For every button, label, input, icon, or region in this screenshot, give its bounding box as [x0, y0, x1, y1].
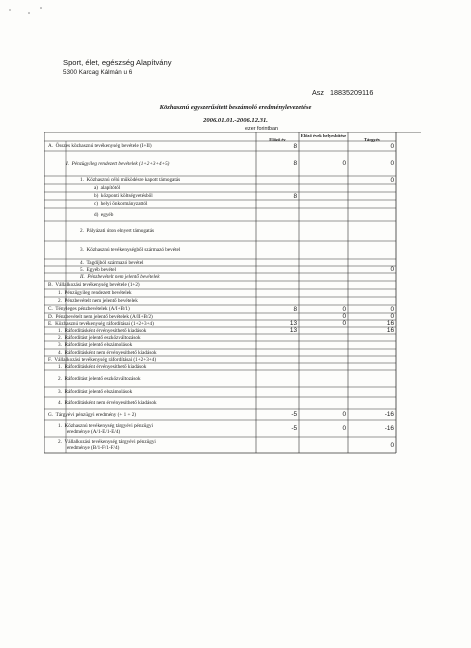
row-label: [80, 228, 154, 234]
row-code: d): [94, 211, 101, 218]
row-code: 1.: [58, 422, 65, 429]
row-label: [48, 412, 136, 418]
row-label-text: Tényleges pénzbevételek (A/I+B/1): [55, 306, 130, 312]
row-code: A.: [48, 143, 56, 149]
row-label: [48, 282, 140, 288]
tax-id: Asz 18835209116: [312, 88, 374, 97]
row-label: [48, 314, 153, 320]
scan-speck: [40, 7, 42, 9]
row-code: I.: [66, 160, 72, 167]
value-current-year: 0: [390, 160, 394, 167]
value-current-year: -16: [384, 411, 394, 418]
organization-name: Sport, élet, egészség Alapítvány: [63, 58, 172, 67]
row-code: 5.: [80, 266, 87, 273]
row-label-text: Közhasznú tevékenység tárgyévi pénzügyi: [64, 422, 153, 429]
row-code: b): [94, 193, 101, 199]
row-label: [58, 389, 132, 395]
value-current-year: 0: [390, 313, 394, 320]
value-prev-year: -5: [291, 411, 297, 418]
row-label: [58, 350, 157, 356]
value-prev-year: 13: [289, 327, 297, 334]
row-label-text: egyéb: [100, 211, 114, 218]
row-label: [58, 364, 146, 370]
row-label-text: Pénzbevételt nem jelentő bevételek: [87, 274, 160, 280]
row-code: 1.: [58, 290, 65, 296]
column-header-prev-corrections: Előző évek helyesbítése: [300, 133, 347, 138]
row-label-text: Vállalkozási tevékenység tárgyévi pénzügyi: [64, 439, 156, 445]
row-label-text: Pénzügyileg rendezett bevételek (1+2+3+4+5): [71, 160, 170, 167]
row-code: C.: [48, 306, 56, 312]
row-label-text: Pénzbevételt nem jelentő bevételek (A/II+B/2): [55, 313, 153, 320]
value-current-year: 0: [390, 305, 394, 313]
value-prev-corrections: 0: [342, 425, 346, 432]
row-label-text: Pénzbevételt nem jelentő bevételek: [64, 298, 138, 304]
row-label: [58, 290, 132, 296]
row-label-text: Pénzügyileg rendezett bevételek: [64, 290, 132, 296]
organization-address: 5300 Karcag Kálmán u 6: [63, 69, 133, 76]
row-code: 2.: [58, 439, 65, 445]
value-prev-year: 8: [293, 142, 297, 150]
row-code: 3.: [80, 247, 87, 253]
row-code: II.: [80, 274, 88, 280]
row-label-text: Ráfordításként érvényesíthető kiadások: [64, 363, 147, 370]
row-label: [80, 260, 143, 266]
row-label: [94, 185, 120, 191]
row-label: [94, 212, 113, 218]
row-label: [48, 306, 130, 312]
row-label-text: Ráfordítást jelentő eszközváltozások: [64, 334, 141, 341]
income-statement-table: [44, 132, 421, 508]
row-label-text: Tagdíjból származó bevétel: [86, 259, 144, 266]
row-label-text: Ráfordításként nem érvényesíthető kiadások: [64, 400, 157, 406]
row-code: 2.: [80, 228, 87, 234]
row-code: 4.: [80, 259, 87, 266]
value-current-year: 0: [390, 176, 394, 184]
row-label-text: Közhasznú tevékenység ráfordításai (1+2+3+4): [55, 320, 154, 327]
column-header-current-year: Tárgyév: [363, 137, 381, 142]
row-label: [58, 376, 141, 382]
scan-speck: [28, 12, 30, 14]
row-code: 1.: [58, 327, 65, 334]
row-code: 1.: [58, 363, 65, 370]
row-label-text: Közhasznú tevékenységből származó bevétel: [86, 247, 181, 253]
row-label: [58, 328, 146, 334]
row-code: E.: [48, 320, 56, 327]
row-label: [58, 400, 157, 406]
scan-speck: [9, 9, 11, 11]
row-code: 2.: [58, 298, 65, 304]
row-label: [80, 267, 116, 273]
row-code: D.: [48, 313, 56, 320]
row-label-text: Vállalkozási tevékenység bevétele (1+2): [55, 282, 140, 288]
row-label-text: Egyéb bevétel: [86, 266, 117, 273]
report-title: Közhasznú egyszerűsített beszámoló eredménylevezetése: [159, 104, 312, 111]
row-code: 2.: [58, 375, 65, 382]
value-prev-corrections: 0: [342, 320, 346, 327]
row-label-text: központi költségvetésből: [100, 193, 153, 199]
row-label: [80, 177, 180, 183]
row-code: a): [94, 185, 101, 191]
row-label: [58, 298, 138, 304]
row-label: [80, 274, 160, 280]
row-label: [48, 321, 154, 327]
row-label: [94, 193, 153, 199]
row-label: [58, 439, 156, 451]
value-prev-year: 8: [293, 192, 297, 200]
value-current-year: 16: [386, 320, 394, 327]
row-label: [66, 161, 169, 167]
row-label: [58, 342, 132, 348]
row-label-text: helyi önkormányzattól: [100, 201, 148, 207]
value-prev-year: 8: [293, 305, 297, 313]
row-code: 2.: [58, 334, 65, 341]
row-label: [48, 357, 156, 363]
row-label: [94, 201, 147, 207]
row-label: [58, 335, 141, 341]
row-label: [80, 247, 180, 253]
row-label-text: eredménye (B/1-F/1-F/4): [67, 445, 120, 451]
row-label-text: Ráfordítást jelentő elszámolások: [64, 342, 133, 348]
row-code: 3.: [58, 342, 65, 348]
row-code: c): [94, 201, 101, 207]
value-current-year: -16: [384, 425, 394, 432]
row-code: 3.: [58, 389, 65, 395]
value-current-year: 0: [390, 441, 394, 449]
value-prev-corrections: 0: [342, 313, 346, 320]
row-label-text: Pályázati úton elnyert támogatás: [86, 228, 155, 234]
value-prev-corrections: 0: [342, 305, 346, 313]
value-current-year: 0: [390, 142, 394, 150]
row-label-text: Közhasznú célú működésre kapott támogatás: [86, 177, 181, 183]
row-label: [48, 143, 152, 149]
row-code: G.: [48, 411, 56, 418]
row-label-text: Ráfordításként érvényesíthető kiadások: [64, 327, 147, 334]
column-header-prev-year: Előző év: [269, 137, 286, 142]
row-label-text: Vállalkozási tevékenység ráfordításai (1+2+3+4): [54, 356, 157, 363]
value-current-year: 16: [386, 327, 394, 334]
row-code: 4.: [58, 400, 65, 406]
value-prev-year: 8: [293, 160, 297, 167]
report-period: 2006.01.01.-2006.12.31.: [203, 117, 268, 124]
row-code: F.: [48, 356, 55, 363]
value-prev-corrections: 0: [342, 411, 346, 418]
row-label-text: alapítótól: [100, 185, 121, 191]
row-code: 1.: [80, 177, 87, 183]
value-prev-year: 13: [289, 320, 297, 327]
value-current-year: 0: [390, 266, 394, 273]
unit-label: ezer forintban: [245, 126, 278, 132]
row-label-text: Ráfordításként nem érvényesíthető kiadások: [64, 349, 157, 356]
row-code: 4.: [58, 349, 65, 356]
row-label-text: Ráfordítást jelentő eszközváltozások: [64, 375, 141, 382]
row-label-text: Ráfordítást jelentő elszámolások: [64, 389, 133, 395]
row-label: [58, 423, 153, 435]
value-prev-year: -5: [291, 425, 297, 432]
row-label-text: Összes közhasznú tevékenység bevétele (I+II): [55, 143, 152, 149]
row-label-text: eredménye (A/1-E/1-E/4): [67, 428, 121, 435]
value-prev-corrections: 0: [342, 160, 346, 167]
row-label-text: Tárgyévi pénzügyi eredmény (+ 1 + 2): [55, 411, 137, 418]
row-code: B.: [48, 282, 56, 288]
